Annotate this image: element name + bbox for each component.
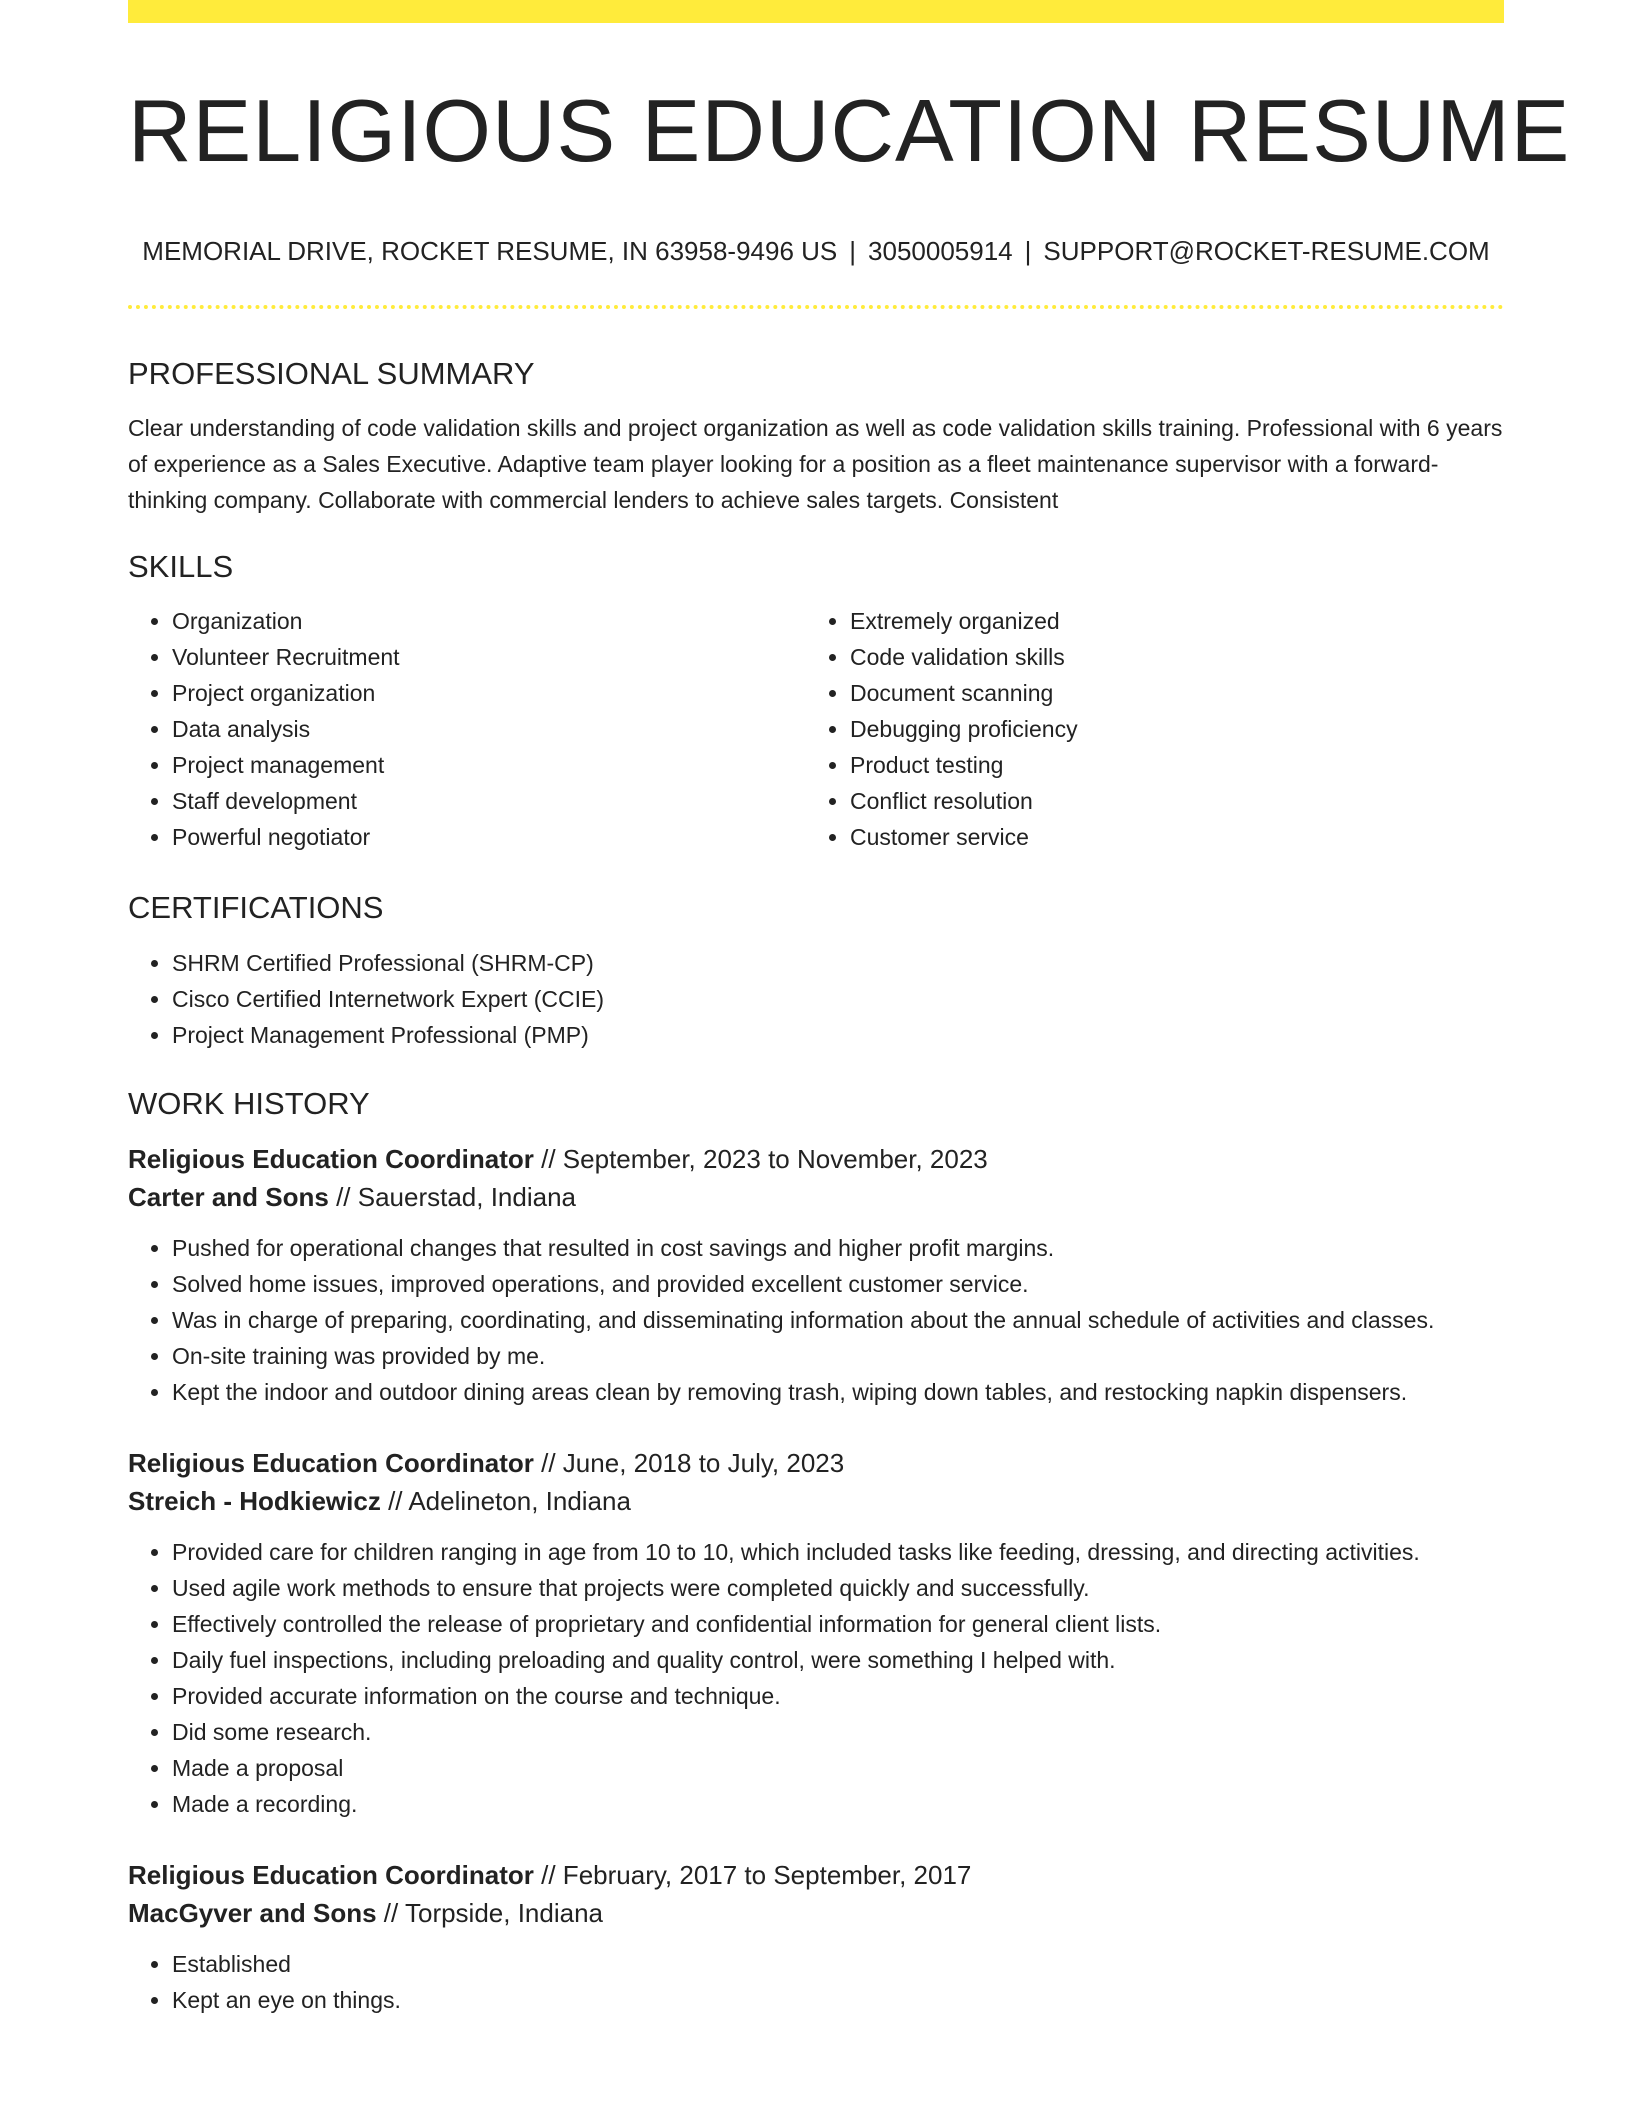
job-company: MacGyver and Sons (128, 1897, 377, 1928)
job-bullet: • Provided care for children ranging in age from 10 to 10, which included tasks like feeding, dressing, and directing activities. (172, 1534, 1504, 1570)
skill-item: • Document scanning (850, 675, 1484, 711)
job-bullet: • Kept the indoor and outdoor dining areas clean by removing trash, wiping down tables, and restocking napkin dispensers. (172, 1374, 1504, 1410)
contact-email: SUPPORT@ROCKET-RESUME.COM (1043, 235, 1490, 266)
page-title: RELIGIOUS EDUCATION RESUME (128, 81, 1571, 180)
job-entry (128, 1444, 1504, 1822)
summary-text: Clear understanding of code validation skills and project organization as well as code validation skills training. Professional with 6 years of experience as a Sales Executive. Adaptive team player looking for a position as a fleet maintenance supervisor with a forward-thinking company. Collaborate with commercial lenders to achieve sales targets. Consistent (128, 415, 1503, 514)
skill-item: • Organization (172, 603, 806, 639)
work-history-heading: WORK HISTORY (128, 1085, 370, 1121)
job-bullets (128, 1534, 1504, 1822)
skills-column-right (806, 603, 1484, 855)
skill-item: • Powerful negotiator (172, 819, 806, 855)
job-dates: // February, 2017 to September, 2017 (541, 1859, 972, 1890)
job-bullet: • Effectively controlled the release of proprietary and confidential information for general client lists. (172, 1606, 1504, 1642)
skills-section (128, 548, 1504, 855)
skills-column-left (128, 603, 806, 855)
job-bullet: • Was in charge of preparing, coordinating, and disseminating information about the annual schedule of activities and classes. (172, 1302, 1504, 1338)
job-bullet: • Daily fuel inspections, including preloading and quality control, were something I helped with. (172, 1642, 1504, 1678)
job-bullet: • Provided accurate information on the course and technique. (172, 1678, 1504, 1714)
job-company-line (128, 1178, 1504, 1216)
skill-item: • Data analysis (172, 711, 806, 747)
job-bullet: • Made a proposal (172, 1750, 1504, 1786)
skill-item: • Debugging proficiency (850, 711, 1484, 747)
skill-item: • Extremely organized (850, 603, 1484, 639)
job-title: Religious Education Coordinator (128, 1447, 534, 1478)
job-title-line (128, 1140, 1504, 1178)
job-bullet: • Used agile work methods to ensure that projects were completed quickly and successfully. (172, 1570, 1504, 1606)
job-company: Carter and Sons (128, 1181, 329, 1212)
skill-item: • Product testing (850, 747, 1484, 783)
certification-item: • Project Management Professional (PMP) (172, 1017, 1504, 1053)
accent-top-bar (128, 0, 1504, 23)
certifications-section (128, 889, 1504, 1052)
dotted-divider (128, 305, 1504, 309)
certification-item: • SHRM Certified Professional (SHRM-CP) (172, 945, 1504, 981)
job-title: Religious Education Coordinator (128, 1143, 534, 1174)
job-bullet: • Made a recording. (172, 1786, 1504, 1822)
summary-heading: PROFESSIONAL SUMMARY (128, 355, 535, 391)
job-bullet: • Solved home issues, improved operations, and provided excellent customer service. (172, 1266, 1504, 1302)
skills-columns (128, 603, 1504, 855)
contact-separator: | (849, 235, 857, 266)
job-dates: // June, 2018 to July, 2023 (541, 1447, 845, 1478)
certifications-list (128, 945, 1504, 1053)
job-bullet: • On-site training was provided by me. (172, 1338, 1504, 1374)
resume-page (128, 0, 1571, 2018)
certification-item: • Cisco Certified Internetwork Expert (CCIE) (172, 981, 1504, 1017)
skill-item: • Customer service (850, 819, 1484, 855)
job-location: // Torpside, Indiana (383, 1897, 604, 1928)
skill-item: • Conflict resolution (850, 783, 1484, 819)
job-title-line (128, 1444, 1504, 1482)
job-dates: // September, 2023 to November, 2023 (541, 1143, 988, 1174)
skills-list-right (806, 603, 1484, 855)
job-bullets (128, 1230, 1504, 1410)
contact-phone: 3050005914 (868, 235, 1013, 266)
summary-section (128, 355, 1504, 518)
skills-list-left (128, 603, 806, 855)
job-title-line (128, 1856, 1504, 1894)
skill-item: • Project management (172, 747, 806, 783)
job-company-line (128, 1894, 1504, 1932)
job-title: Religious Education Coordinator (128, 1859, 534, 1890)
job-company-line (128, 1482, 1504, 1520)
skills-heading: SKILLS (128, 549, 234, 585)
job-entry (128, 1856, 1504, 2018)
job-bullet: • Did some research. (172, 1714, 1504, 1750)
job-company: Streich - Hodkiewicz (128, 1485, 381, 1516)
skill-item: • Project organization (172, 675, 806, 711)
contact-line (128, 236, 1504, 267)
job-bullets (128, 1946, 1504, 2018)
contact-separator: | (1024, 235, 1032, 266)
skill-item: • Volunteer Recruitment (172, 639, 806, 675)
skill-item: • Staff development (172, 783, 806, 819)
skill-item: • Code validation skills (850, 639, 1484, 675)
contact-address: MEMORIAL DRIVE, ROCKET RESUME, IN 63958-9496 US (142, 235, 838, 266)
job-bullet: • Kept an eye on things. (172, 1982, 1504, 2018)
job-bullet: • Pushed for operational changes that resulted in cost savings and higher profit margins. (172, 1230, 1504, 1266)
job-location: // Sauerstad, Indiana (336, 1181, 577, 1212)
certifications-heading: CERTIFICATIONS (128, 890, 384, 926)
job-bullet: • Established (172, 1946, 1504, 1982)
work-history-section (128, 1085, 1504, 2018)
job-entry (128, 1140, 1504, 1410)
job-location: // Adelineton, Indiana (388, 1485, 631, 1516)
